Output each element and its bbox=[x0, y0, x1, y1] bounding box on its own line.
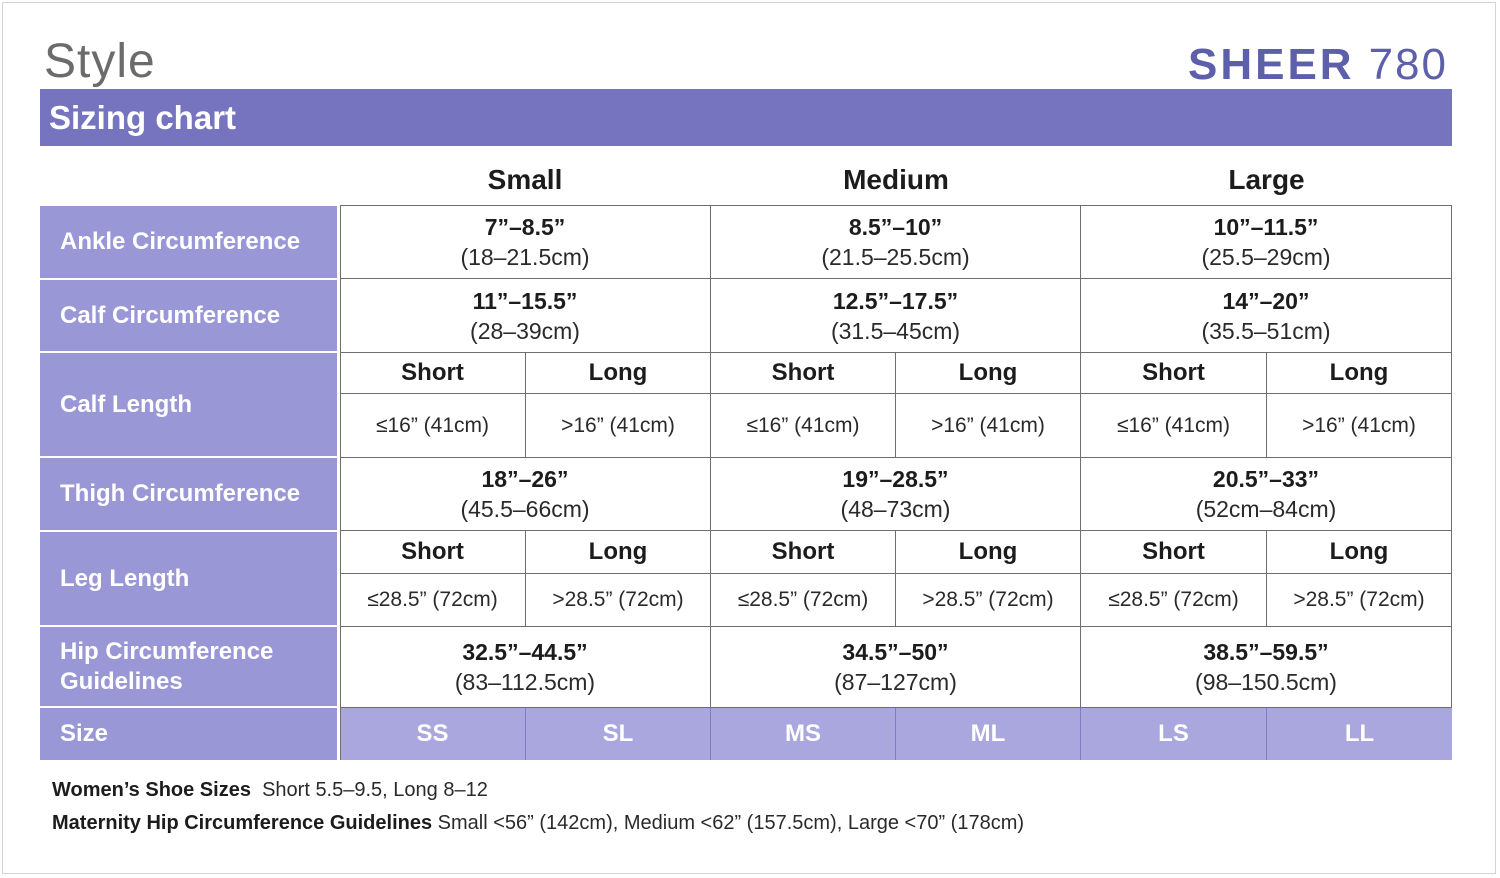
leg-length-long-label: Long bbox=[896, 531, 1081, 574]
ankle-small-cell bbox=[340, 205, 711, 279]
size-code-cell: MS bbox=[711, 708, 896, 760]
leg-length-value: >28.5” (72cm) bbox=[1267, 574, 1452, 627]
row-label-thigh: Thigh Circumference bbox=[40, 458, 337, 530]
shoe-size-label: Women’s Shoe Sizes bbox=[52, 779, 251, 801]
brand-title bbox=[1188, 40, 1448, 90]
calf-length-long-label: Long bbox=[526, 353, 711, 394]
calf-circ-large-cell bbox=[1081, 279, 1452, 353]
thigh-small-cell bbox=[340, 458, 711, 531]
cell-inches: 34.5”–50” bbox=[842, 639, 949, 665]
row-label-calf-length: Calf Length bbox=[40, 353, 337, 456]
cell-inches: 7”–8.5” bbox=[484, 213, 566, 240]
ankle-large-cell bbox=[1081, 205, 1452, 279]
row-label-calf-circumference: Calf Circumference bbox=[40, 280, 337, 351]
cell-inches: 12.5”–17.5” bbox=[832, 287, 959, 314]
cell-cm: (83–112.5cm) bbox=[454, 669, 596, 695]
calf-length-value: >16” (41cm) bbox=[896, 394, 1081, 458]
row-label-hip bbox=[40, 627, 337, 706]
row-label-leg-length: Leg Length bbox=[40, 532, 337, 625]
cell-inches: 11”–15.5” bbox=[472, 287, 578, 314]
size-code-cell: SS bbox=[340, 708, 526, 760]
calf-length-long-label: Long bbox=[1267, 353, 1452, 394]
leg-length-long-label: Long bbox=[1267, 531, 1452, 574]
cell-cm: (28–39cm) bbox=[470, 317, 580, 344]
calf-length-value: >16” (41cm) bbox=[1267, 394, 1452, 458]
row-label-size: Size bbox=[40, 708, 337, 760]
calf-length-short-label: Short bbox=[1081, 353, 1267, 394]
size-code-cell: SL bbox=[526, 708, 711, 760]
calf-length-long-label: Long bbox=[896, 353, 1081, 394]
maternity-text: Small <56” (142cm), Medium <62” (157.5cm), Large <70” (178cm) bbox=[437, 812, 1025, 834]
cell-inches: 32.5”–44.5” bbox=[462, 639, 588, 665]
size-code-cell: ML bbox=[896, 708, 1081, 760]
hip-label-line2: Guidelines bbox=[60, 667, 183, 695]
brand-name: SHEER bbox=[1187, 40, 1355, 89]
cell-cm: (18–21.5cm) bbox=[460, 243, 590, 270]
cell-cm: (48–73cm) bbox=[840, 496, 951, 522]
leg-length-short-label: Short bbox=[340, 531, 526, 574]
cell-inches: 14”–20” bbox=[1222, 287, 1310, 314]
leg-length-value: ≤28.5” (72cm) bbox=[1081, 574, 1267, 627]
cell-cm: (25.5–29cm) bbox=[1201, 243, 1331, 270]
thigh-medium-cell bbox=[711, 458, 1081, 531]
calf-length-value: ≤16” (41cm) bbox=[340, 394, 526, 458]
style-heading: Style bbox=[44, 35, 156, 88]
cell-inches: 8.5”–10” bbox=[848, 213, 943, 240]
cell-cm: (52cm–84cm) bbox=[1195, 496, 1337, 522]
size-code-cell: LL bbox=[1267, 708, 1452, 760]
column-header-medium: Medium bbox=[843, 164, 949, 195]
cell-inches: 38.5”–59.5” bbox=[1203, 639, 1329, 665]
cell-cm: (21.5–25.5cm) bbox=[821, 243, 970, 270]
leg-length-value: >28.5” (72cm) bbox=[526, 574, 711, 627]
calf-circ-small-cell bbox=[340, 279, 711, 353]
sizing-chart-title: Sizing chart bbox=[40, 89, 1452, 146]
brand-number: 780 bbox=[1368, 40, 1448, 89]
maternity-note bbox=[52, 812, 1024, 835]
maternity-label: Maternity Hip Circumference Guidelines bbox=[52, 812, 433, 834]
leg-length-long-label: Long bbox=[526, 531, 711, 574]
hip-medium-cell bbox=[711, 627, 1081, 708]
shoe-size-note bbox=[52, 779, 488, 802]
shoe-size-text: Short 5.5–9.5, Long 8–12 bbox=[262, 779, 488, 801]
row-label-ankle: Ankle Circumference bbox=[40, 206, 337, 278]
cell-cm: (87–127cm) bbox=[834, 669, 957, 695]
ankle-medium-cell bbox=[711, 205, 1081, 279]
calf-length-value: >16” (41cm) bbox=[526, 394, 711, 458]
size-code-cell: LS bbox=[1081, 708, 1267, 760]
cell-cm: (31.5–45cm) bbox=[830, 317, 961, 344]
hip-label-line1: Hip Circumference bbox=[60, 637, 274, 665]
cell-cm: (98–150.5cm) bbox=[1195, 669, 1337, 695]
cell-cm: (35.5–51cm) bbox=[1201, 317, 1331, 344]
cell-inches: 19”–28.5” bbox=[842, 466, 949, 492]
calf-length-value: ≤16” (41cm) bbox=[1081, 394, 1267, 458]
column-header-large: Large bbox=[1228, 164, 1305, 195]
cell-inches: 10”–11.5” bbox=[1213, 213, 1319, 240]
calf-length-short-label: Short bbox=[340, 353, 526, 394]
leg-length-value: ≤28.5” (72cm) bbox=[340, 574, 526, 627]
hip-small-cell bbox=[340, 627, 711, 708]
thigh-large-cell bbox=[1081, 458, 1452, 531]
hip-large-cell bbox=[1081, 627, 1452, 708]
cell-inches: 18”–26” bbox=[481, 466, 569, 492]
sizing-table bbox=[40, 160, 1452, 760]
calf-circ-medium-cell bbox=[711, 279, 1081, 353]
leg-length-value: >28.5” (72cm) bbox=[896, 574, 1081, 627]
leg-length-value: ≤28.5” (72cm) bbox=[711, 574, 896, 627]
leg-length-short-label: Short bbox=[1081, 531, 1267, 574]
cell-inches: 20.5”–33” bbox=[1212, 466, 1320, 492]
column-header-small: Small bbox=[487, 164, 563, 195]
cell-cm: (45.5–66cm) bbox=[460, 496, 590, 522]
calf-length-short-label: Short bbox=[711, 353, 896, 394]
leg-length-short-label: Short bbox=[711, 531, 896, 574]
calf-length-value: ≤16” (41cm) bbox=[711, 394, 896, 458]
